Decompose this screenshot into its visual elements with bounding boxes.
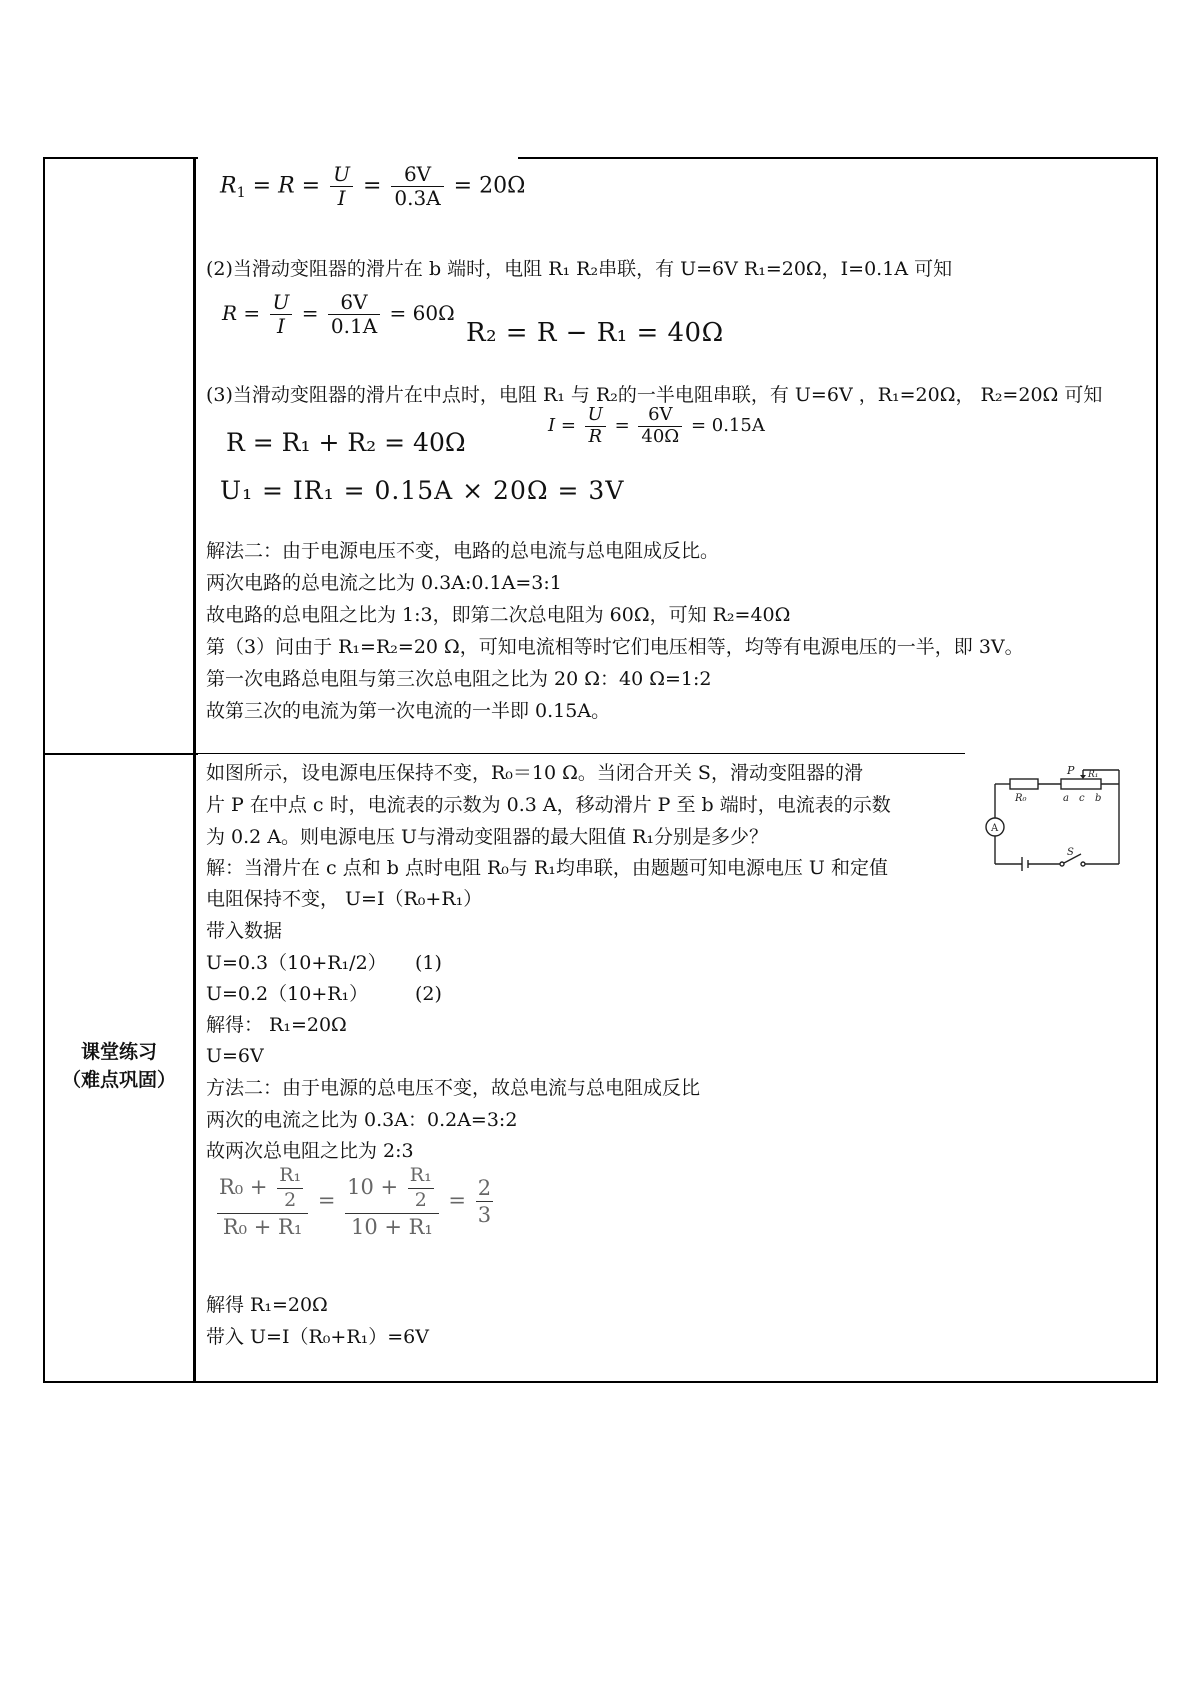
- solution-line: 故两次总电阻之比为 2:3: [206, 1140, 414, 1162]
- part3-text: (3)当滑动变阻器的滑片在中点时，电阻 R₁ 与 R₂的一半电阻串联，有 U=6V ，R₁=20Ω， R₂=20Ω 可知: [206, 384, 1103, 406]
- equation-2b: R₂ = R − R₁ = 40Ω: [466, 318, 724, 348]
- equation-3c: U₁ = IR₁ = 0.15A × 20Ω = 3V: [220, 476, 625, 505]
- question-line: 为 0.2 A。则电源电压 U与滑动变阻器的最大阻值 R₁分别是多少？: [206, 826, 769, 848]
- method2-line: 故第三次的电流为第一次电流的一半即 0.15A。: [206, 700, 611, 722]
- section-label: [45, 1038, 193, 1094]
- label-r1: R₁: [1088, 770, 1099, 780]
- solution-line: 方法二：由于电源的总电压不变，故总电流与总电阻成反比: [206, 1077, 701, 1099]
- question-line: 片 P 在中点 c 时，电流表的示数为 0.3 A，移动滑片 P 至 b 端时，电流表的示数: [206, 794, 891, 816]
- label-b: b: [1095, 793, 1102, 804]
- equation-2a: R = $\frac{U}{I}$ = $\frac{6V}{0.1A}$ = 60Ω: [222, 290, 455, 338]
- solution-line: 两次的电流之比为 0.3A：0.2A=3:2: [206, 1109, 518, 1131]
- final-line: 带入 U=I（R₀+R₁）=6V: [206, 1326, 429, 1348]
- table-divider: [193, 158, 196, 1382]
- solution-line: 电阻保持不变， U=I（R₀+R₁）: [206, 888, 483, 910]
- table-right-border: [1156, 158, 1158, 1382]
- table-top-border-right: [518, 157, 1158, 159]
- label-ammeter: A: [991, 823, 999, 834]
- method2-line: 解法二：由于电源电压不变，电路的总电流与总电阻成反比。: [206, 540, 720, 562]
- label-s: S: [1067, 847, 1074, 858]
- eq-number: (1): [415, 952, 442, 974]
- solution-line: U=6V: [206, 1045, 264, 1067]
- part2-text: (2)当滑动变阻器的滑片在 b 端时，电阻 R₁ R₂串联，有 U=6V R₁=20Ω，I=0.1A 可知: [206, 258, 953, 280]
- label-c: c: [1079, 793, 1085, 804]
- solution-line: 解得： R₁=20Ω: [206, 1014, 347, 1036]
- table-bottom-border: [43, 1381, 1158, 1383]
- circuit-diagram: [985, 764, 1125, 874]
- equation-r1: $R_1 = R$ = $\frac{U}{I}$ = $\frac{6V}{0.3A}$ = 20Ω: [220, 162, 526, 210]
- method2-line: 第（3）问由于 R₁=R₂=20 Ω，可知电流相等时它们电压相等，均等有电源电压的一半，即 3V。: [206, 636, 1024, 658]
- label-p: P: [1067, 764, 1075, 777]
- equation-3a: R = R₁ + R₂ = 40Ω: [226, 428, 466, 457]
- label-a: a: [1063, 793, 1069, 804]
- method2-line: 故电路的总电阻之比为 1:3，即第二次总电阻为 60Ω，可知 R₂=40Ω: [206, 604, 791, 626]
- table-row-divider-right: [196, 753, 965, 754]
- table-left-border: [43, 158, 45, 1382]
- table-row-divider: [43, 753, 198, 755]
- equation-3b: I = $\frac{U}{R}$ = $\frac{6V}{40\Omega}$ = 0.15A: [548, 404, 765, 447]
- eq-number: (2): [415, 983, 442, 1005]
- table-top-border: [43, 157, 198, 159]
- solution-line: U=0.2（10+R₁）: [206, 983, 369, 1005]
- method2-line: 第一次电路总电阻与第三次总电阻之比为 20 Ω：40 Ω=1:2: [206, 668, 712, 690]
- ratio-equation: R₀ + $\frac{\text{R₁}}{2}$ R₀ + R₁ = 10 + $\frac{\text{R₁}}{2}$ 10 + R₁ = $\frac{2}{3}$: [219, 1164, 492, 1239]
- question-line: 如图所示，设电源电压保持不变，R₀＝10 Ω。当闭合开关 S，滑动变阻器的滑: [206, 762, 863, 784]
- solution-line: U=0.3（10+R₁/2）: [206, 952, 387, 974]
- section-label-line2: （难点巩固）: [61, 1069, 176, 1091]
- solution-line: 解：当滑片在 c 点和 b 点时电阻 R₀与 R₁均串联，由题题可知电源电压 U 和定值: [206, 857, 888, 879]
- method2-line: 两次电路的总电流之比为 0.3A:0.1A=3:1: [206, 572, 562, 594]
- section-label-line1: 课堂练习: [80, 1041, 157, 1063]
- final-line: 解得 R₁=20Ω: [206, 1294, 328, 1316]
- label-r0: R₀: [1015, 793, 1027, 804]
- solution-line: 带入数据: [206, 920, 283, 942]
